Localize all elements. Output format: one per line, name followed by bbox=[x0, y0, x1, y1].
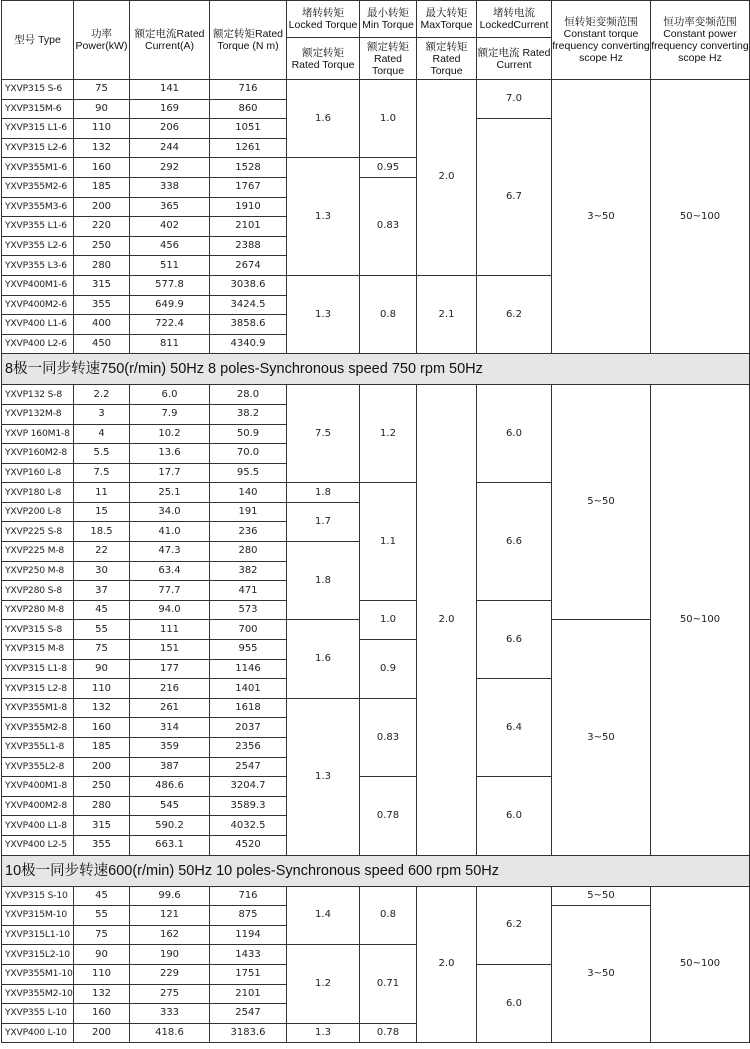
torque-cell: 236 bbox=[210, 522, 287, 542]
locked-torque-cell: 1.4 bbox=[287, 886, 360, 945]
min-torque-cell: 0.9 bbox=[360, 640, 417, 699]
current-cell: 99.6 bbox=[130, 886, 210, 906]
power-cell: 15 bbox=[74, 502, 130, 522]
type-cell: YXVP355 L2-6 bbox=[2, 236, 74, 256]
locked-current-cell: 6.4 bbox=[477, 679, 552, 777]
type-cell: YXVP315 L2-8 bbox=[2, 679, 74, 699]
header-power: 功率 Power(kW) bbox=[74, 1, 130, 80]
power-cell: 90 bbox=[74, 659, 130, 679]
power-cell: 315 bbox=[74, 816, 130, 836]
power-cell: 132 bbox=[74, 138, 130, 158]
max-torque-cell: 2.0 bbox=[417, 886, 477, 1043]
min-torque-cell: 0.71 bbox=[360, 945, 417, 1023]
current-cell: 190 bbox=[130, 945, 210, 965]
section-header-8-pole bbox=[2, 354, 750, 385]
type-cell: YXVP132M-8 bbox=[2, 404, 74, 424]
power-cell: 11 bbox=[74, 483, 130, 503]
locked-current-cell: 6.0 bbox=[477, 777, 552, 855]
locked-torque-cell: 1.3 bbox=[287, 158, 360, 276]
type-cell: YXVP400 L-10 bbox=[2, 1023, 74, 1043]
torque-cell: 2547 bbox=[210, 1004, 287, 1024]
type-cell: YXVP355M1-10 bbox=[2, 964, 74, 984]
constant-torque-range-cell: 3~50 bbox=[552, 80, 651, 354]
type-cell: YXVP180 L-8 bbox=[2, 483, 74, 503]
type-cell: YXVP315L2-10 bbox=[2, 945, 74, 965]
current-cell: 229 bbox=[130, 964, 210, 984]
type-cell: YXVP315 S-10 bbox=[2, 886, 74, 906]
power-cell: 200 bbox=[74, 757, 130, 777]
current-cell: 590.2 bbox=[130, 816, 210, 836]
type-cell: YXVP 160M1-8 bbox=[2, 424, 74, 444]
locked-torque-cell: 1.3 bbox=[287, 1023, 360, 1043]
torque-cell: 3424.5 bbox=[210, 295, 287, 315]
torque-cell: 70.0 bbox=[210, 444, 287, 464]
power-cell: 90 bbox=[74, 945, 130, 965]
type-cell: YXVP400M1-8 bbox=[2, 777, 74, 797]
min-torque-cell: 1.0 bbox=[360, 600, 417, 639]
torque-cell: 3858.6 bbox=[210, 315, 287, 335]
torque-cell: 1261 bbox=[210, 138, 287, 158]
power-cell: 5.5 bbox=[74, 444, 130, 464]
torque-cell: 1528 bbox=[210, 158, 287, 178]
type-cell: YXVP355 L1-6 bbox=[2, 217, 74, 237]
table-row bbox=[2, 886, 750, 906]
header-min-torque: 最小转矩 Min Torque bbox=[360, 1, 417, 38]
type-cell: YXVP400 L2-6 bbox=[2, 334, 74, 354]
min-torque-cell: 0.95 bbox=[360, 158, 417, 178]
torque-cell: 860 bbox=[210, 99, 287, 119]
torque-cell: 2356 bbox=[210, 738, 287, 758]
table-row bbox=[2, 80, 750, 100]
locked-current-cell: 6.6 bbox=[477, 483, 552, 601]
type-cell: YXVP280 M-8 bbox=[2, 600, 74, 620]
torque-cell: 1051 bbox=[210, 119, 287, 139]
power-cell: 160 bbox=[74, 158, 130, 178]
min-torque-cell: 1.0 bbox=[360, 80, 417, 158]
torque-cell: 95.5 bbox=[210, 463, 287, 483]
locked-current-cell: 6.2 bbox=[477, 275, 552, 353]
torque-cell: 1401 bbox=[210, 679, 287, 699]
power-cell: 4 bbox=[74, 424, 130, 444]
constant-torque-range-cell: 3~50 bbox=[552, 906, 651, 1043]
type-cell: YXVP355L1-8 bbox=[2, 738, 74, 758]
min-torque-cell: 1.1 bbox=[360, 483, 417, 601]
current-cell: 77.7 bbox=[130, 581, 210, 601]
locked-torque-cell: 1.8 bbox=[287, 483, 360, 503]
locked-torque-cell: 1.2 bbox=[287, 945, 360, 1023]
current-cell: 649.9 bbox=[130, 295, 210, 315]
locked-torque-cell: 1.7 bbox=[287, 502, 360, 541]
current-cell: 387 bbox=[130, 757, 210, 777]
min-torque-cell: 0.8 bbox=[360, 275, 417, 353]
power-cell: 132 bbox=[74, 984, 130, 1004]
torque-cell: 280 bbox=[210, 542, 287, 562]
current-cell: 216 bbox=[130, 679, 210, 699]
torque-cell: 38.2 bbox=[210, 404, 287, 424]
torque-cell: 2101 bbox=[210, 984, 287, 1004]
current-cell: 333 bbox=[130, 1004, 210, 1024]
type-cell: YXVP315M-6 bbox=[2, 99, 74, 119]
locked-current-cell: 6.6 bbox=[477, 600, 552, 678]
constant-power-range-cell: 50~100 bbox=[651, 886, 750, 1043]
power-cell: 18.5 bbox=[74, 522, 130, 542]
power-cell: 250 bbox=[74, 236, 130, 256]
current-cell: 244 bbox=[130, 138, 210, 158]
power-cell: 185 bbox=[74, 177, 130, 197]
torque-cell: 3183.6 bbox=[210, 1023, 287, 1043]
max-torque-cell: 2.0 bbox=[417, 80, 477, 276]
torque-cell: 471 bbox=[210, 581, 287, 601]
torque-cell: 2037 bbox=[210, 718, 287, 738]
torque-cell: 1751 bbox=[210, 964, 287, 984]
power-cell: 200 bbox=[74, 1023, 130, 1043]
current-cell: 17.7 bbox=[130, 463, 210, 483]
header-rated-current: 额定电流Rated Current(A) bbox=[130, 1, 210, 80]
current-cell: 10.2 bbox=[130, 424, 210, 444]
torque-cell: 4032.5 bbox=[210, 816, 287, 836]
header-min-torque-sub: 额定转矩 Rated Torque bbox=[360, 38, 417, 80]
locked-torque-cell: 1.8 bbox=[287, 542, 360, 620]
type-cell: YXVP355M1-6 bbox=[2, 158, 74, 178]
type-cell: YXVP315 L1-6 bbox=[2, 119, 74, 139]
power-cell: 22 bbox=[74, 542, 130, 562]
current-cell: 261 bbox=[130, 698, 210, 718]
power-cell: 160 bbox=[74, 718, 130, 738]
type-cell: YXVP355M2-10 bbox=[2, 984, 74, 1004]
current-cell: 41.0 bbox=[130, 522, 210, 542]
header-locked-torque-sub: 额定转矩 Rated Torque bbox=[287, 38, 360, 80]
torque-cell: 875 bbox=[210, 906, 287, 926]
current-cell: 365 bbox=[130, 197, 210, 217]
current-cell: 94.0 bbox=[130, 600, 210, 620]
current-cell: 25.1 bbox=[130, 483, 210, 503]
type-cell: YXVP400M1-6 bbox=[2, 275, 74, 295]
power-cell: 400 bbox=[74, 315, 130, 335]
current-cell: 177 bbox=[130, 659, 210, 679]
type-cell: YXVP315M-10 bbox=[2, 906, 74, 926]
torque-cell: 955 bbox=[210, 640, 287, 660]
current-cell: 151 bbox=[130, 640, 210, 660]
power-cell: 75 bbox=[74, 925, 130, 945]
current-cell: 162 bbox=[130, 925, 210, 945]
type-cell: YXVP355 L-10 bbox=[2, 1004, 74, 1024]
current-cell: 663.1 bbox=[130, 835, 210, 855]
min-torque-cell: 0.83 bbox=[360, 698, 417, 776]
type-cell: YXVP355M2-8 bbox=[2, 718, 74, 738]
power-cell: 280 bbox=[74, 256, 130, 276]
current-cell: 6.0 bbox=[130, 385, 210, 405]
header-type: 型号 Type bbox=[2, 1, 74, 80]
torque-cell: 140 bbox=[210, 483, 287, 503]
header-rated-torque: 额定转矩Rated Torque (N m) bbox=[210, 1, 287, 80]
type-cell: YXVP400 L1-8 bbox=[2, 816, 74, 836]
torque-cell: 1433 bbox=[210, 945, 287, 965]
type-cell: YXVP400M2-6 bbox=[2, 295, 74, 315]
power-cell: 75 bbox=[74, 640, 130, 660]
constant-torque-range-cell: 5~50 bbox=[552, 385, 651, 620]
type-cell: YXVP315L1-10 bbox=[2, 925, 74, 945]
torque-cell: 28.0 bbox=[210, 385, 287, 405]
power-cell: 200 bbox=[74, 197, 130, 217]
current-cell: 141 bbox=[130, 80, 210, 100]
power-cell: 110 bbox=[74, 679, 130, 699]
torque-cell: 1618 bbox=[210, 698, 287, 718]
current-cell: 121 bbox=[130, 906, 210, 926]
power-cell: 45 bbox=[74, 886, 130, 906]
locked-current-cell: 7.0 bbox=[477, 80, 552, 119]
type-cell: YXVP225 M-8 bbox=[2, 542, 74, 562]
type-cell: YXVP400M2-8 bbox=[2, 796, 74, 816]
motor-spec-table bbox=[1, 0, 750, 1043]
power-cell: 37 bbox=[74, 581, 130, 601]
locked-torque-cell: 7.5 bbox=[287, 385, 360, 483]
constant-power-range-cell: 50~100 bbox=[651, 80, 750, 354]
torque-cell: 1194 bbox=[210, 925, 287, 945]
type-cell: YXVP315 S-8 bbox=[2, 620, 74, 640]
type-cell: YXVP132 S-8 bbox=[2, 385, 74, 405]
min-torque-cell: 0.8 bbox=[360, 886, 417, 945]
power-cell: 55 bbox=[74, 620, 130, 640]
torque-cell: 1146 bbox=[210, 659, 287, 679]
current-cell: 47.3 bbox=[130, 542, 210, 562]
type-cell: YXVP355 L3-6 bbox=[2, 256, 74, 276]
power-cell: 55 bbox=[74, 906, 130, 926]
locked-current-cell: 6.0 bbox=[477, 385, 552, 483]
type-cell: YXVP200 L-8 bbox=[2, 502, 74, 522]
torque-cell: 191 bbox=[210, 502, 287, 522]
table-row bbox=[2, 385, 750, 405]
power-cell: 315 bbox=[74, 275, 130, 295]
torque-cell: 3204.7 bbox=[210, 777, 287, 797]
torque-cell: 382 bbox=[210, 561, 287, 581]
power-cell: 110 bbox=[74, 119, 130, 139]
power-cell: 355 bbox=[74, 835, 130, 855]
current-cell: 111 bbox=[130, 620, 210, 640]
current-cell: 418.6 bbox=[130, 1023, 210, 1043]
type-cell: YXVP355M1-8 bbox=[2, 698, 74, 718]
power-cell: 2.2 bbox=[74, 385, 130, 405]
power-cell: 355 bbox=[74, 295, 130, 315]
type-cell: YXVP355M2-6 bbox=[2, 177, 74, 197]
type-cell: YXVP400 L1-6 bbox=[2, 315, 74, 335]
current-cell: 7.9 bbox=[130, 404, 210, 424]
power-cell: 185 bbox=[74, 738, 130, 758]
current-cell: 34.0 bbox=[130, 502, 210, 522]
torque-cell: 4340.9 bbox=[210, 334, 287, 354]
min-torque-cell: 0.78 bbox=[360, 1023, 417, 1043]
type-cell: YXVP315 M-8 bbox=[2, 640, 74, 660]
constant-torque-range-cell: 5~50 bbox=[552, 886, 651, 906]
torque-cell: 573 bbox=[210, 600, 287, 620]
power-cell: 110 bbox=[74, 964, 130, 984]
header-locked-torque: 堵转转矩 Locked Torque bbox=[287, 1, 360, 38]
power-cell: 280 bbox=[74, 796, 130, 816]
type-cell: YXVP355L2-8 bbox=[2, 757, 74, 777]
torque-cell: 2101 bbox=[210, 217, 287, 237]
locked-current-cell: 6.2 bbox=[477, 886, 552, 964]
min-torque-cell: 1.2 bbox=[360, 385, 417, 483]
min-torque-cell: 0.83 bbox=[360, 177, 417, 275]
current-cell: 511 bbox=[130, 256, 210, 276]
current-cell: 486.6 bbox=[130, 777, 210, 797]
max-torque-cell: 2.1 bbox=[417, 275, 477, 353]
max-torque-cell: 2.0 bbox=[417, 385, 477, 855]
type-cell: YXVP160M2-8 bbox=[2, 444, 74, 464]
current-cell: 206 bbox=[130, 119, 210, 139]
constant-torque-range-cell: 3~50 bbox=[552, 620, 651, 855]
type-cell: YXVP355M3-6 bbox=[2, 197, 74, 217]
type-cell: YXVP225 S-8 bbox=[2, 522, 74, 542]
type-cell: YXVP280 S-8 bbox=[2, 581, 74, 601]
header-constant-power-range: 恒功率变频范围 Constant power frequency converting scope Hz bbox=[651, 1, 750, 80]
header-constant-torque-range: 恒转矩变频范围 Constant torque frequency converting scope Hz bbox=[552, 1, 651, 80]
torque-cell: 716 bbox=[210, 886, 287, 906]
locked-torque-cell: 1.6 bbox=[287, 620, 360, 698]
current-cell: 292 bbox=[130, 158, 210, 178]
current-cell: 402 bbox=[130, 217, 210, 237]
torque-cell: 50.9 bbox=[210, 424, 287, 444]
torque-cell: 2388 bbox=[210, 236, 287, 256]
torque-cell: 2674 bbox=[210, 256, 287, 276]
torque-cell: 3589.3 bbox=[210, 796, 287, 816]
current-cell: 275 bbox=[130, 984, 210, 1004]
section-header-10-pole bbox=[2, 855, 750, 886]
current-cell: 13.6 bbox=[130, 444, 210, 464]
locked-torque-cell: 1.6 bbox=[287, 80, 360, 158]
header-max-torque: 最大转矩 MaxTorque bbox=[417, 1, 477, 38]
torque-cell: 4520 bbox=[210, 835, 287, 855]
locked-torque-cell: 1.3 bbox=[287, 698, 360, 855]
min-torque-cell: 0.78 bbox=[360, 777, 417, 855]
type-cell: YXVP160 L-8 bbox=[2, 463, 74, 483]
type-cell: YXVP315 S-6 bbox=[2, 80, 74, 100]
type-cell: YXVP315 L2-6 bbox=[2, 138, 74, 158]
torque-cell: 700 bbox=[210, 620, 287, 640]
power-cell: 132 bbox=[74, 698, 130, 718]
power-cell: 160 bbox=[74, 1004, 130, 1024]
constant-power-range-cell: 50~100 bbox=[651, 385, 750, 855]
power-cell: 250 bbox=[74, 777, 130, 797]
current-cell: 169 bbox=[130, 99, 210, 119]
locked-torque-cell: 1.3 bbox=[287, 275, 360, 353]
power-cell: 7.5 bbox=[74, 463, 130, 483]
current-cell: 811 bbox=[130, 334, 210, 354]
power-cell: 45 bbox=[74, 600, 130, 620]
current-cell: 577.8 bbox=[130, 275, 210, 295]
torque-cell: 716 bbox=[210, 80, 287, 100]
current-cell: 338 bbox=[130, 177, 210, 197]
power-cell: 75 bbox=[74, 80, 130, 100]
power-cell: 90 bbox=[74, 99, 130, 119]
power-cell: 450 bbox=[74, 334, 130, 354]
current-cell: 63.4 bbox=[130, 561, 210, 581]
type-cell: YXVP400 L2-5 bbox=[2, 835, 74, 855]
torque-cell: 1767 bbox=[210, 177, 287, 197]
current-cell: 314 bbox=[130, 718, 210, 738]
current-cell: 456 bbox=[130, 236, 210, 256]
power-cell: 220 bbox=[74, 217, 130, 237]
header-locked-current: 堵转电流 LockedCurrent bbox=[477, 1, 552, 38]
section-title-10-pole: 10极一同步转速600(r/min) 50Hz 10 poles-Synchronous speed 600 rpm 50Hz bbox=[2, 855, 750, 886]
locked-current-cell: 6.0 bbox=[477, 964, 552, 1042]
power-cell: 3 bbox=[74, 404, 130, 424]
type-cell: YXVP315 L1-8 bbox=[2, 659, 74, 679]
section-title-8-pole: 8极一同步转速750(r/min) 50Hz 8 poles-Synchronous speed 750 rpm 50Hz bbox=[2, 354, 750, 385]
header-locked-current-sub: 额定电流 Rated Current bbox=[477, 38, 552, 80]
torque-cell: 2547 bbox=[210, 757, 287, 777]
power-cell: 30 bbox=[74, 561, 130, 581]
locked-current-cell: 6.7 bbox=[477, 119, 552, 276]
current-cell: 722.4 bbox=[130, 315, 210, 335]
current-cell: 359 bbox=[130, 738, 210, 758]
torque-cell: 1910 bbox=[210, 197, 287, 217]
torque-cell: 3038.6 bbox=[210, 275, 287, 295]
header-max-torque-sub: 额定转矩 Rated Torque bbox=[417, 38, 477, 80]
type-cell: YXVP250 M-8 bbox=[2, 561, 74, 581]
current-cell: 545 bbox=[130, 796, 210, 816]
